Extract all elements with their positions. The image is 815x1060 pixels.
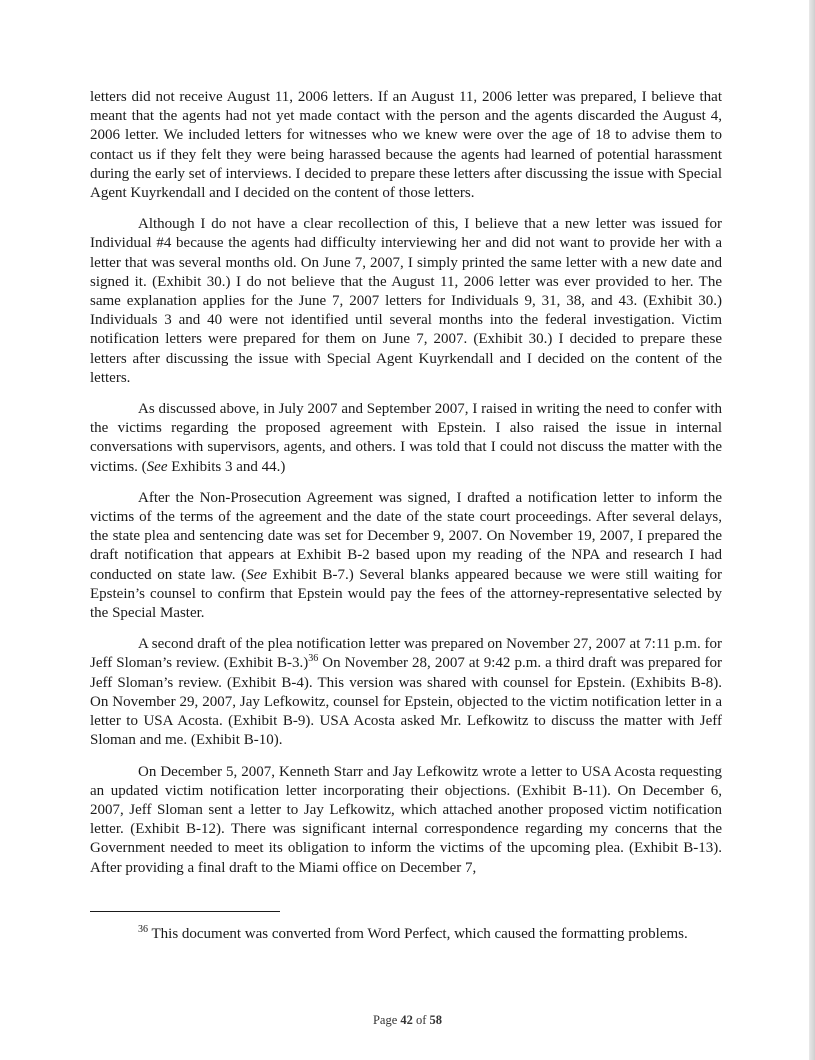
paragraph-text: As discussed above, in July 2007 and September 2007, I raised in writing the need to confer with the victims regarding the proposed agreement with Epstein. I also raised the issue in internal conversations with supervisors, agents, and others. I was told that I could not discuss the matter with the victims. ( <box>90 401 722 475</box>
footnote-36 <box>90 925 722 945</box>
footnote-reference: 36 <box>308 653 319 665</box>
paragraph-text: After the Non-Prosecution Agreement was signed, I drafted a notification letter to inform the victims of the terms of the agreement and the date of the state court proceedings. After several delays, the state plea and sentencing date was set for December 9, 2007. On November 19, 2007, I prepared the draft notification that appears at Exhibit B-2 based upon my reading of the NPA and research I had conducted on state law. ( <box>90 489 722 583</box>
paragraph-text: See <box>246 566 268 583</box>
paragraph <box>90 400 722 477</box>
page-current: 42 <box>400 1013 413 1027</box>
paragraph-text: Exhibits 3 and 44.) <box>167 458 286 475</box>
page-total: 58 <box>429 1013 443 1027</box>
paragraph <box>90 635 722 750</box>
paragraph <box>90 763 722 878</box>
paragraph-text: On December 5, 2007, Kenneth Starr and Jay Lefkowitz wrote a letter to USA Acosta requesting an updated victim notification letter incorporating their objections. (Exhibit B-11). On December 6, 2007, Jeff Sloman sent a letter to Jay Lefkowitz, which attached another proposed victim notification letter. (Exhibit B-12). There was significant internal correspondence regarding my concerns that the Government needed to meet its obligation to inform the victims of the upcoming plea. (Exhibit B-13). After providing a final draft to the Miami office on December 7, <box>90 763 722 876</box>
paragraph-text: A second draft of the plea notification letter was prepared on November 27, 2007 at 7:11 p.m. for Jeff Sloman’s review. (Exhibit B-3.) <box>90 636 722 672</box>
paragraph-text: letters did not receive August 11, 2006 letters. If an August 11, 2006 letter was prepared, I believe that meant that the agents had not yet made contact with the person and the agents discarded the August 4, 2006 letter. We included letters for witnesses who we knew were over the age of 18 to advise them to contact us if they felt they were being harassed because the agents had learned of potential harassment during the early set of interviews. I decided to prepare these letters after discussing the issue with Special Agent Kuyrkendall and I decided on the content of those letters. <box>90 89 722 202</box>
page-of: of <box>416 1013 427 1027</box>
document-body <box>90 88 722 890</box>
paragraph-text: On November 28, 2007 at 9:42 p.m. a third draft was prepared for Jeff Sloman’s review. (Exhibit B-4). This version was shared with counsel for Epstein. (Exhibits B-8). On November 29, 2007, Jay Lefkowitz, counsel for Epstein, objected to the victim notification letter in a letter to USA Acosta. (Exhibit B-9). USA Acosta asked Mr. Lefkowitz to discuss the matter with Jeff Sloman and me. (Exhibit B-10). <box>90 655 723 749</box>
page-edge <box>809 0 815 1060</box>
page-number <box>0 1013 815 1028</box>
footnote-marker: 36 <box>138 924 148 935</box>
paragraph <box>90 489 722 623</box>
paragraph <box>90 88 722 203</box>
paragraph-text: Although I do not have a clear recollection of this, I believe that a new letter was issued for Individual #4 because the agents had difficulty interviewing her and did not want to provide her with a letter that was several months old. On June 7, 2007, I simply printed the same letter with a new date and signed it. (Exhibit 30.) I do not believe that the August 11, 2006 letter was ever provided to her. The same explanation applies for the June 7, 2007 letters for Individuals 9, 31, 38, and 43. (Exhibit 30.) Individuals 3 and 40 were not identified until several months into the federal investigation. Victim notification letters were prepared for them on June 7, 2007. (Exhibit 30.) I decided to prepare these letters after discussing the issue with Special Agent Kuyrkendall and I decided on the content of the letters. <box>90 216 722 386</box>
paragraph-text: See <box>146 458 168 475</box>
footnote-text: This document was converted from Word Perfect, which caused the formatting problems. <box>151 926 688 942</box>
footnote-separator <box>90 911 280 912</box>
paragraph-text: Exhibit B-7.) Several blanks appeared because we were still waiting for Epstein’s counsel to confirm that Epstein would pay the fees of the attorney-representative selected by the Special Master. <box>90 566 722 622</box>
paragraph <box>90 215 722 388</box>
page-label: Page <box>372 1013 398 1027</box>
